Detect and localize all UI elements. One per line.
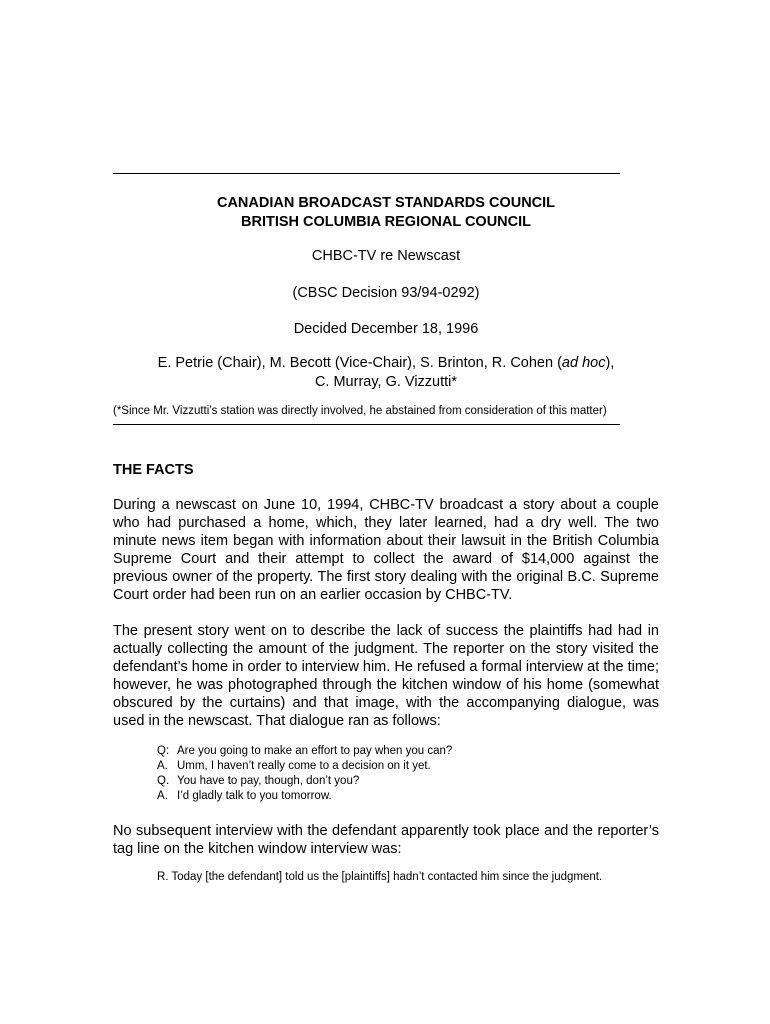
regional-council-name: BRITISH COLUMBIA REGIONAL COUNCIL <box>241 214 531 230</box>
panel-members <box>113 354 659 392</box>
dialogue-line <box>157 774 659 789</box>
dialogue-speaker: Q. <box>157 775 170 787</box>
facts-paragraph-2: The present story went on to describe the lack of success the plaintiffs had had in actually collecting the amount of the judgment. The reporter on the story visited the defendant’s home in order to interview him. He refused a formal interview at the time; however, he was photographed through the kitchen window of his home (somewhat obscured by the curtains) and that image, with the accompanying dialogue, was used in the newscast. That dialogue ran as follows: <box>113 623 659 729</box>
decision-number: (CBSC Decision 93/94-0292) <box>292 285 480 301</box>
dialogue-speaker: A. <box>157 760 168 772</box>
dialogue-line <box>157 744 659 759</box>
top-rule <box>113 173 620 174</box>
section-title-facts: THE FACTS <box>113 462 194 478</box>
dialogue-speaker: Q: <box>157 745 170 757</box>
panel-text-end: ), <box>605 355 615 371</box>
panel-line-2: C. Murray, G. Vizzutti* <box>314 374 458 390</box>
dialogue-text: Are you going to make an effort to pay when you can? <box>177 745 453 757</box>
abstention-note: (*Since Mr. Vizzutti’s station was directly involved, he abstained from consideration of this matter) <box>113 405 607 417</box>
council-name: CANADIAN BROADCAST STANDARDS COUNCIL <box>216 195 556 211</box>
panel-ad-hoc: ad hoc <box>561 355 606 371</box>
facts-paragraph-1: During a newscast on June 10, 1994, CHBC-TV broadcast a story about a couple who had purchased a home, which, they later learned, had a dry well. The two minute news item began with information about their lawsuit in the British Columbia Supreme Court and their attempt to collect the award of $14,000 against the previous owner of the property. The first story dealing with the original B.C. Supreme Court order had been run on an earlier occasion by CHBC-TV. <box>113 497 659 603</box>
case-title: CHBC-TV re Newscast <box>311 248 461 264</box>
facts-paragraph-3: No subsequent interview with the defendant apparently took place and the reporter’s tag line on the kitchen window interview was: <box>113 823 659 857</box>
dialogue-line <box>157 759 659 774</box>
dialogue-text: You have to pay, though, don’t you? <box>177 775 360 787</box>
reporter-tagline: R. Today [the defendant] told us the [plaintiffs] hadn’t contacted him since the judgment. <box>157 871 603 883</box>
dialogue-line <box>157 789 659 804</box>
council-heading <box>113 194 659 232</box>
dialogue-text: Umm, I haven’t really come to a decision on it yet. <box>177 760 431 772</box>
dialogue-speaker: A. <box>157 790 168 802</box>
dialogue-list <box>157 744 659 804</box>
panel-text-start: E. Petrie (Chair), M. Becott (Vice-Chair), S. Brinton, R. Cohen ( <box>157 355 562 371</box>
document-page <box>113 160 659 885</box>
decision-date: Decided December 18, 1996 <box>293 321 479 337</box>
dialogue-text: I’d gladly talk to you tomorrow. <box>177 790 332 802</box>
bottom-rule <box>113 424 620 425</box>
panel-line-1 <box>113 354 659 373</box>
